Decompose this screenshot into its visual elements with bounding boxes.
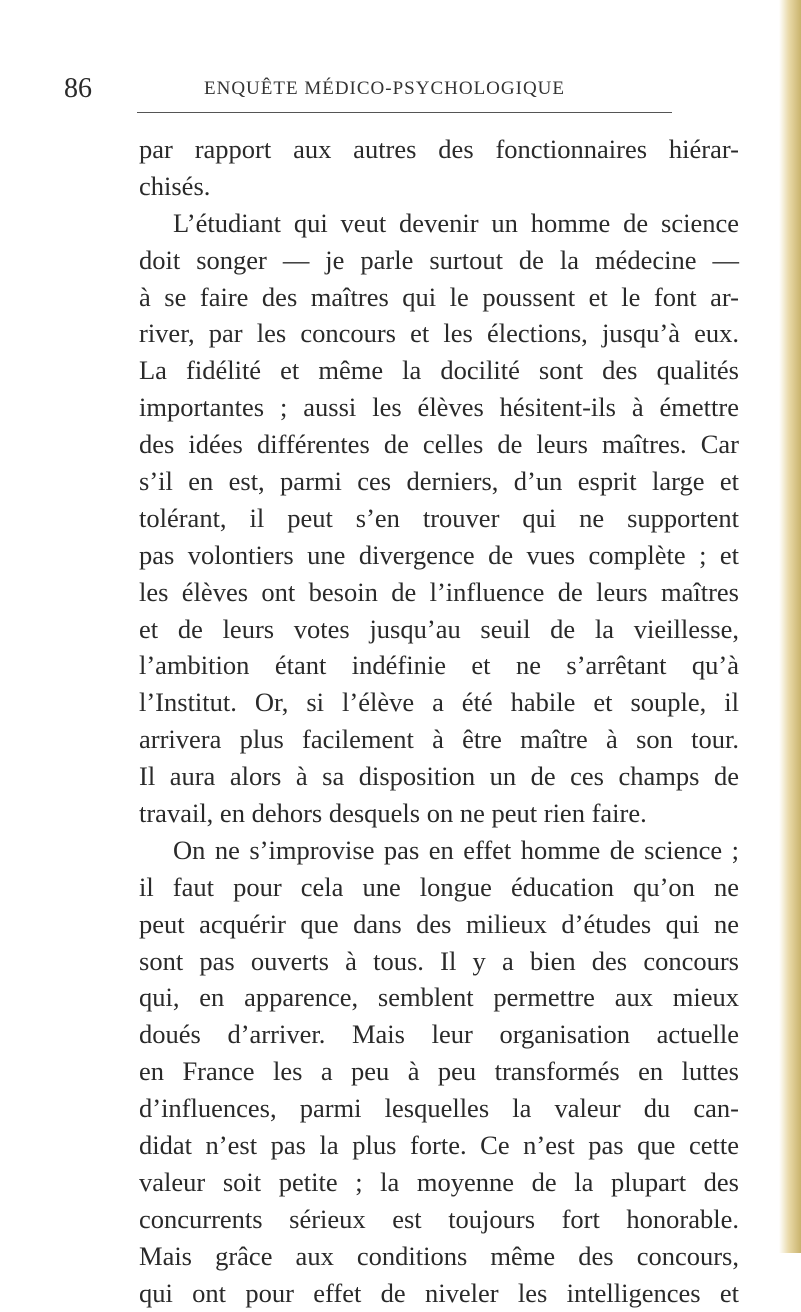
text-line: importantes ; aussi les élèves hésitent-ils à émettre — [139, 392, 739, 423]
page-number: 86 — [64, 73, 92, 104]
text-line: sont pas ouverts à tous. Il y a bien des concours — [139, 945, 739, 976]
text-line: doués d’arriver. Mais leur organisation actuelle — [139, 1019, 739, 1050]
text-line: valeur soit petite ; la moyenne de la plupart des — [139, 1166, 739, 1197]
text-line: par rapport aux autres des fonctionnaires hiérar- — [139, 134, 739, 164]
text-line: peut acquérir que dans des milieux d’études qui ne — [139, 908, 739, 939]
text-line: L’étudiant qui veut devenir un homme de science — [173, 207, 739, 238]
text-line: travail, en dehors desquels on ne peut rien faire. — [139, 798, 647, 829]
text-line: doit songer — je parle surtout de la médecine — — [139, 244, 739, 275]
page-header — [64, 72, 754, 106]
text-line: tolérant, il peut s’en trouver qui ne supportent — [139, 502, 739, 533]
text-line: chisés. — [139, 170, 211, 201]
text-line: l’Institut. Or, si l’élève a été habile et souple, il — [139, 687, 739, 718]
text-line: Mais grâce aux conditions même des concours, — [139, 1240, 739, 1271]
body-text — [139, 131, 739, 1312]
text-line: s’il en est, parmi ces derniers, d’un esprit large et — [139, 466, 739, 497]
text-line: concurrents sérieux est toujours fort honorable. — [139, 1203, 739, 1234]
text-line: qui ont pour effet de niveler les intelligences et — [139, 1277, 739, 1308]
text-line: en France les a peu à peu transformés en luttes — [139, 1056, 739, 1087]
text-line: river, par les concours et les élections, jusqu’à eux. — [139, 318, 739, 349]
text-line: l’ambition étant indéfinie et ne s’arrêtant qu’à — [139, 650, 739, 681]
text-line: On ne s’improvise pas en effet homme de science ; — [173, 834, 739, 865]
text-line: pas volontiers une divergence de vues complète ; et — [139, 539, 739, 570]
header-rule — [137, 112, 672, 113]
text-line: à se faire des maîtres qui le poussent et le font ar- — [139, 281, 739, 312]
text-line: des idées différentes de celles de leurs maîtres. Car — [139, 429, 739, 460]
text-line: et de leurs votes jusqu’au seuil de la vieillesse, — [139, 613, 739, 644]
text-line: qui, en apparence, semblent permettre aux mieux — [139, 982, 739, 1013]
page-edge-shadow — [779, 0, 801, 1253]
text-line: didat n’est pas la plus forte. Ce n’est pas que cette — [139, 1130, 739, 1161]
text-line: d’influences, parmi lesquelles la valeur du can- — [139, 1093, 739, 1124]
running-head: ENQUÊTE MÉDICO-PSYCHOLOGIQUE — [204, 78, 566, 99]
text-line: La fidélité et même la docilité sont des qualités — [139, 355, 739, 386]
text-line: arrivera plus facilement à être maître à son tour. — [139, 724, 739, 755]
text-line: il faut pour cela une longue éducation qu’on ne — [139, 871, 739, 902]
text-line: les élèves ont besoin de l’influence de leurs maîtres — [139, 576, 739, 607]
text-line: Il aura alors à sa disposition un de ces champs de — [139, 761, 739, 792]
